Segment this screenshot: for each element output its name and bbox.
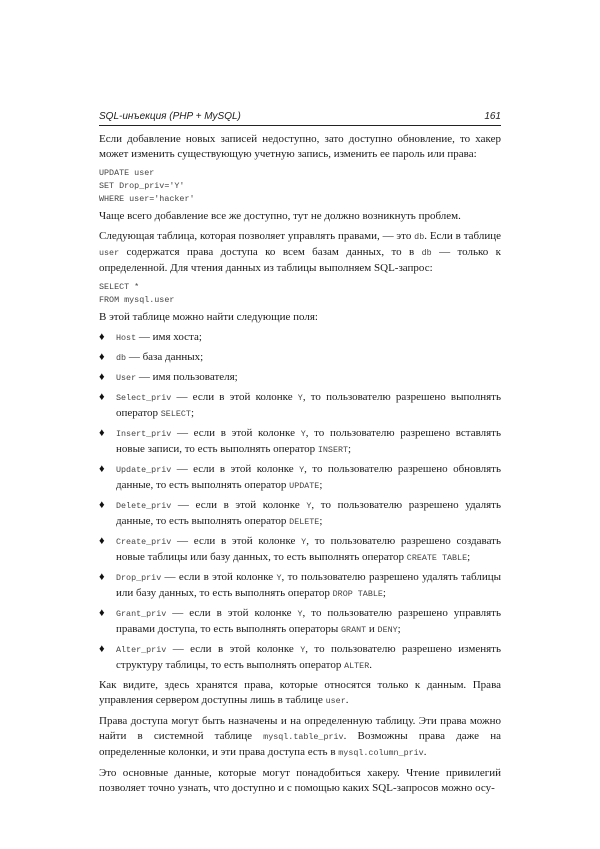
- list-item: ♦ Delete_priv — если в этой колонке Y, то пользователю разрешено удалять данные, то есть выполнять оператор DELETE;: [99, 499, 501, 527]
- code-block-select: [99, 281, 501, 307]
- paragraph-data-rights: Как видите, здесь хранятся права, которые относятся только к данным. Права управления сервером доступны лишь в таблице user.: [99, 679, 501, 706]
- code-line: UPDATE user: [99, 168, 155, 178]
- header-title: SQL-инъекция (PHP + MySQL): [99, 111, 241, 122]
- code-line: SET Drop_priv='Y': [99, 181, 185, 191]
- list-item: ♦ Create_priv — если в этой колонке Y, то пользователю разрешено создавать новые таблицы или базу данных, то есть выполнять оператор CREATE TABLE;: [99, 535, 501, 563]
- page-number: 161: [484, 111, 501, 122]
- paragraph-fields-intro: В этой таблице можно найти следующие поля:: [99, 311, 318, 323]
- diamond-bullet-icon: ♦: [99, 331, 105, 343]
- list-item: ♦ Select_priv — если в этой колонке Y, то пользователю разрешено выполнять оператор SELECT;: [99, 391, 501, 419]
- code-line: FROM mysql.user: [99, 295, 175, 305]
- list-item: ♦ User — имя пользователя;: [99, 371, 238, 383]
- list-item: ♦ Grant_priv — если в этой колонке Y, то пользователю разрешено управлять правами доступа, то есть выполнять операторы GRANT и DENY;: [99, 607, 501, 635]
- inline-code: user: [325, 696, 346, 706]
- paragraph-update-access: Если добавление новых записей недоступно, зато доступно обновление, то хакер может изменить существующую учетную запись, изменить ее пароль или права:: [99, 133, 501, 160]
- inline-code: mysql.column_priv: [338, 748, 424, 758]
- diamond-bullet-icon: ♦: [99, 351, 105, 363]
- diamond-bullet-icon: ♦: [99, 427, 105, 439]
- running-header: [99, 111, 501, 126]
- list-item: ♦ Insert_priv — если в этой колонке Y, то пользователю разрешено вставлять новые записи, то есть выполнять оператор INSERT;: [99, 427, 501, 455]
- diamond-bullet-icon: ♦: [99, 499, 105, 511]
- inline-code: mysql.table_priv: [263, 732, 344, 742]
- list-item: ♦ Host — имя хоста;: [99, 331, 202, 343]
- diamond-bullet-icon: ♦: [99, 391, 105, 403]
- list-item: ♦ db — база данных;: [99, 351, 204, 363]
- paragraph-summary: Это основные данные, которые могут понадобиться хакеру. Чтение привилегий позволяет точно узнать, что доступно и с помощью каких SQL-запросов можно осу-: [99, 767, 501, 794]
- list-item: ♦ Drop_priv — если в этой колонке Y, то пользователю разрешено удалять таблицы или базу данных, то есть выполнять оператор DROP TABLE;: [99, 571, 501, 599]
- diamond-bullet-icon: ♦: [99, 607, 105, 619]
- diamond-bullet-icon: ♦: [99, 535, 105, 547]
- paragraph-insert-available: Чаще всего добавление все же доступно, тут не должно возникнуть проблем.: [99, 210, 461, 222]
- paragraph-table-priv: Права доступа могут быть назначены и на определенную таблицу. Эти права можно найти в системной таблице mysql.table_priv. Возможны права даже на определенные колонки, и эти права доступа есть в mysql.column_priv.: [99, 715, 501, 758]
- paragraph-db-table: Следующая таблица, которая позволяет управлять правами, — это db. Если в таблице user содержатся права доступа ко всем базам данных, то в db — только к определенной. Для чтения данных из таблицы выполняем SQL-запрос:: [99, 230, 502, 274]
- page-body: [99, 132, 501, 801]
- diamond-bullet-icon: ♦: [99, 371, 105, 383]
- inline-code: db: [421, 248, 432, 258]
- inline-code: db: [414, 232, 425, 242]
- diamond-bullet-icon: ♦: [99, 571, 105, 583]
- code-line: WHERE user='hacker': [99, 194, 195, 204]
- list-item: ♦ Update_priv — если в этой колонке Y, то пользователю разрешено обновлять данные, то есть выполнять оператор UPDATE;: [99, 463, 501, 491]
- list-item: ♦ Alter_priv — если в этой колонке Y, то пользователю разрешено изменять структуру таблицы, то есть выполнять оператор ALTER.: [99, 643, 501, 671]
- code-block-update: [99, 167, 501, 206]
- diamond-bullet-icon: ♦: [99, 463, 105, 475]
- inline-code: user: [99, 248, 120, 258]
- code-line: SELECT *: [99, 282, 140, 292]
- fields-list: [99, 330, 501, 674]
- diamond-bullet-icon: ♦: [99, 643, 105, 655]
